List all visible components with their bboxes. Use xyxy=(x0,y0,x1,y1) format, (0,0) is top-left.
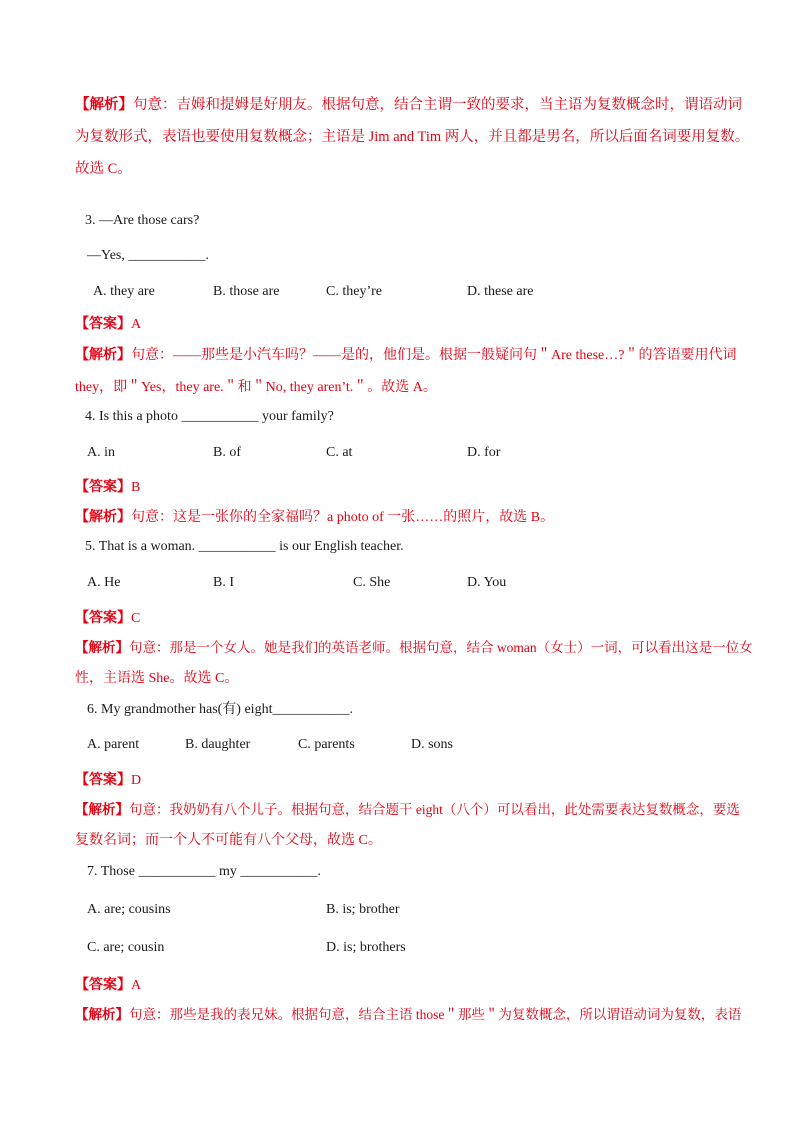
answer-value: B xyxy=(131,480,141,495)
question-6-option-d: D. sons xyxy=(411,737,454,752)
explanation-text: 句意：——那些是小汽车吗？——是的，他们是。根据一般疑问句＂Are these…?＂的答语要用代词 xyxy=(131,348,737,363)
answer-value: D xyxy=(131,773,142,788)
question-4-option-b: B. of xyxy=(213,445,241,460)
question-7-stem: 7. Those ___________ my ___________. xyxy=(87,864,321,879)
question-4-option-c: C. at xyxy=(326,445,353,460)
question-6-answer xyxy=(75,771,141,791)
question-6-option-a: A. parent xyxy=(87,737,140,752)
question-7-option-a: A. are; cousins xyxy=(87,902,171,917)
question-3-answer xyxy=(75,315,141,335)
question-3-option-d: D. these are xyxy=(467,284,534,299)
prev-explanation-line-2: 为复数形式，表语也要使用复数概念；主语是 Jim and Tim 两人，并且都是男名，所以后面名词要用复数。 xyxy=(75,129,750,145)
question-5-option-a: A. He xyxy=(87,575,121,590)
answer-tag: 【答案】 xyxy=(75,773,131,788)
explanation-tag: 【解析】 xyxy=(75,1007,129,1022)
answer-value: C xyxy=(131,611,141,626)
prev-explanation-line-3: 故选 C。 xyxy=(75,161,132,177)
explanation-text: 句意：吉姆和提姆是好朋友。根据句意，结合主谓一致的要求，当主语为复数概念时，谓语动词 xyxy=(133,97,742,113)
question-7-answer xyxy=(75,976,141,996)
prev-explanation-line-1 xyxy=(75,95,742,115)
question-6-stem: 6. My grandmother has(有) eight___________. xyxy=(87,702,353,717)
question-4-explanation-1 xyxy=(75,508,554,528)
question-3-stem-reply: —Yes, ___________. xyxy=(87,248,209,263)
answer-value: A xyxy=(131,978,142,993)
question-4-stem: 4. Is this a photo ___________ your family? xyxy=(85,409,334,424)
answer-tag: 【答案】 xyxy=(75,480,131,495)
question-6-explanation-1 xyxy=(75,800,740,820)
explanation-tag: 【解析】 xyxy=(75,97,133,113)
answer-tag: 【答案】 xyxy=(75,978,131,993)
question-5-answer xyxy=(75,609,140,629)
question-3-option-a: A. they are xyxy=(93,284,155,299)
question-3-stem: 3. —Are those cars? xyxy=(85,213,200,228)
question-5-option-c: C. She xyxy=(353,575,391,590)
question-4-option-a: A. in xyxy=(87,445,115,460)
question-5-stem: 5. That is a woman. ___________ is our English teacher. xyxy=(85,539,404,554)
question-3-option-b: B. those are xyxy=(213,284,280,299)
explanation-tag: 【解析】 xyxy=(75,640,129,655)
question-7-option-b: B. is; brother xyxy=(326,902,400,917)
question-4-answer xyxy=(75,478,140,498)
explanation-text: 句意：这是一张你的全家福吗？a photo of 一张……的照片，故选 B。 xyxy=(131,510,555,525)
explanation-text: 句意：我奶奶有八个儿子。根据句意，结合题干 eight（八个）可以看出，此处需要表达复数概念，要选 xyxy=(129,802,740,817)
answer-tag: 【答案】 xyxy=(75,317,131,332)
answer-tag: 【答案】 xyxy=(75,611,131,626)
question-6-explanation-2: 复数名词；而一个人不可能有八个父母，故选 C。 xyxy=(75,833,382,848)
question-5-explanation-1 xyxy=(75,638,753,658)
question-5-option-d: D. You xyxy=(467,575,507,590)
question-4-option-d: D. for xyxy=(467,445,501,460)
question-6-option-c: C. parents xyxy=(298,737,355,752)
answer-value: A xyxy=(131,317,142,332)
question-3-explanation-2: they，即＂Yes，they are.＂和＂No, they aren’t.＂。故选 A。 xyxy=(75,380,437,395)
question-7-option-d: D. is; brothers xyxy=(326,940,406,955)
question-3-option-c: C. they’re xyxy=(326,284,382,299)
question-5-option-b: B. I xyxy=(213,575,234,590)
question-7-explanation-1 xyxy=(75,1005,741,1025)
explanation-tag: 【解析】 xyxy=(75,510,131,525)
question-3-explanation-1 xyxy=(75,346,736,366)
explanation-tag: 【解析】 xyxy=(75,802,129,817)
explanation-text: 句意：那些是我的表兄妹。根据句意，结合主语 those＂那些＂为复数概念，所以谓语动词为复数，表语 xyxy=(129,1007,742,1022)
question-6-option-b: B. daughter xyxy=(185,737,251,752)
explanation-text: 句意：那是一个女人。她是我们的英语老师。根据句意，结合 woman（女士）一词，可以看出这是一位女 xyxy=(129,640,753,655)
explanation-tag: 【解析】 xyxy=(75,348,131,363)
question-7-option-c: C. are; cousin xyxy=(87,940,165,955)
question-5-explanation-2: 性，主语选 She。故选 C。 xyxy=(75,671,239,686)
